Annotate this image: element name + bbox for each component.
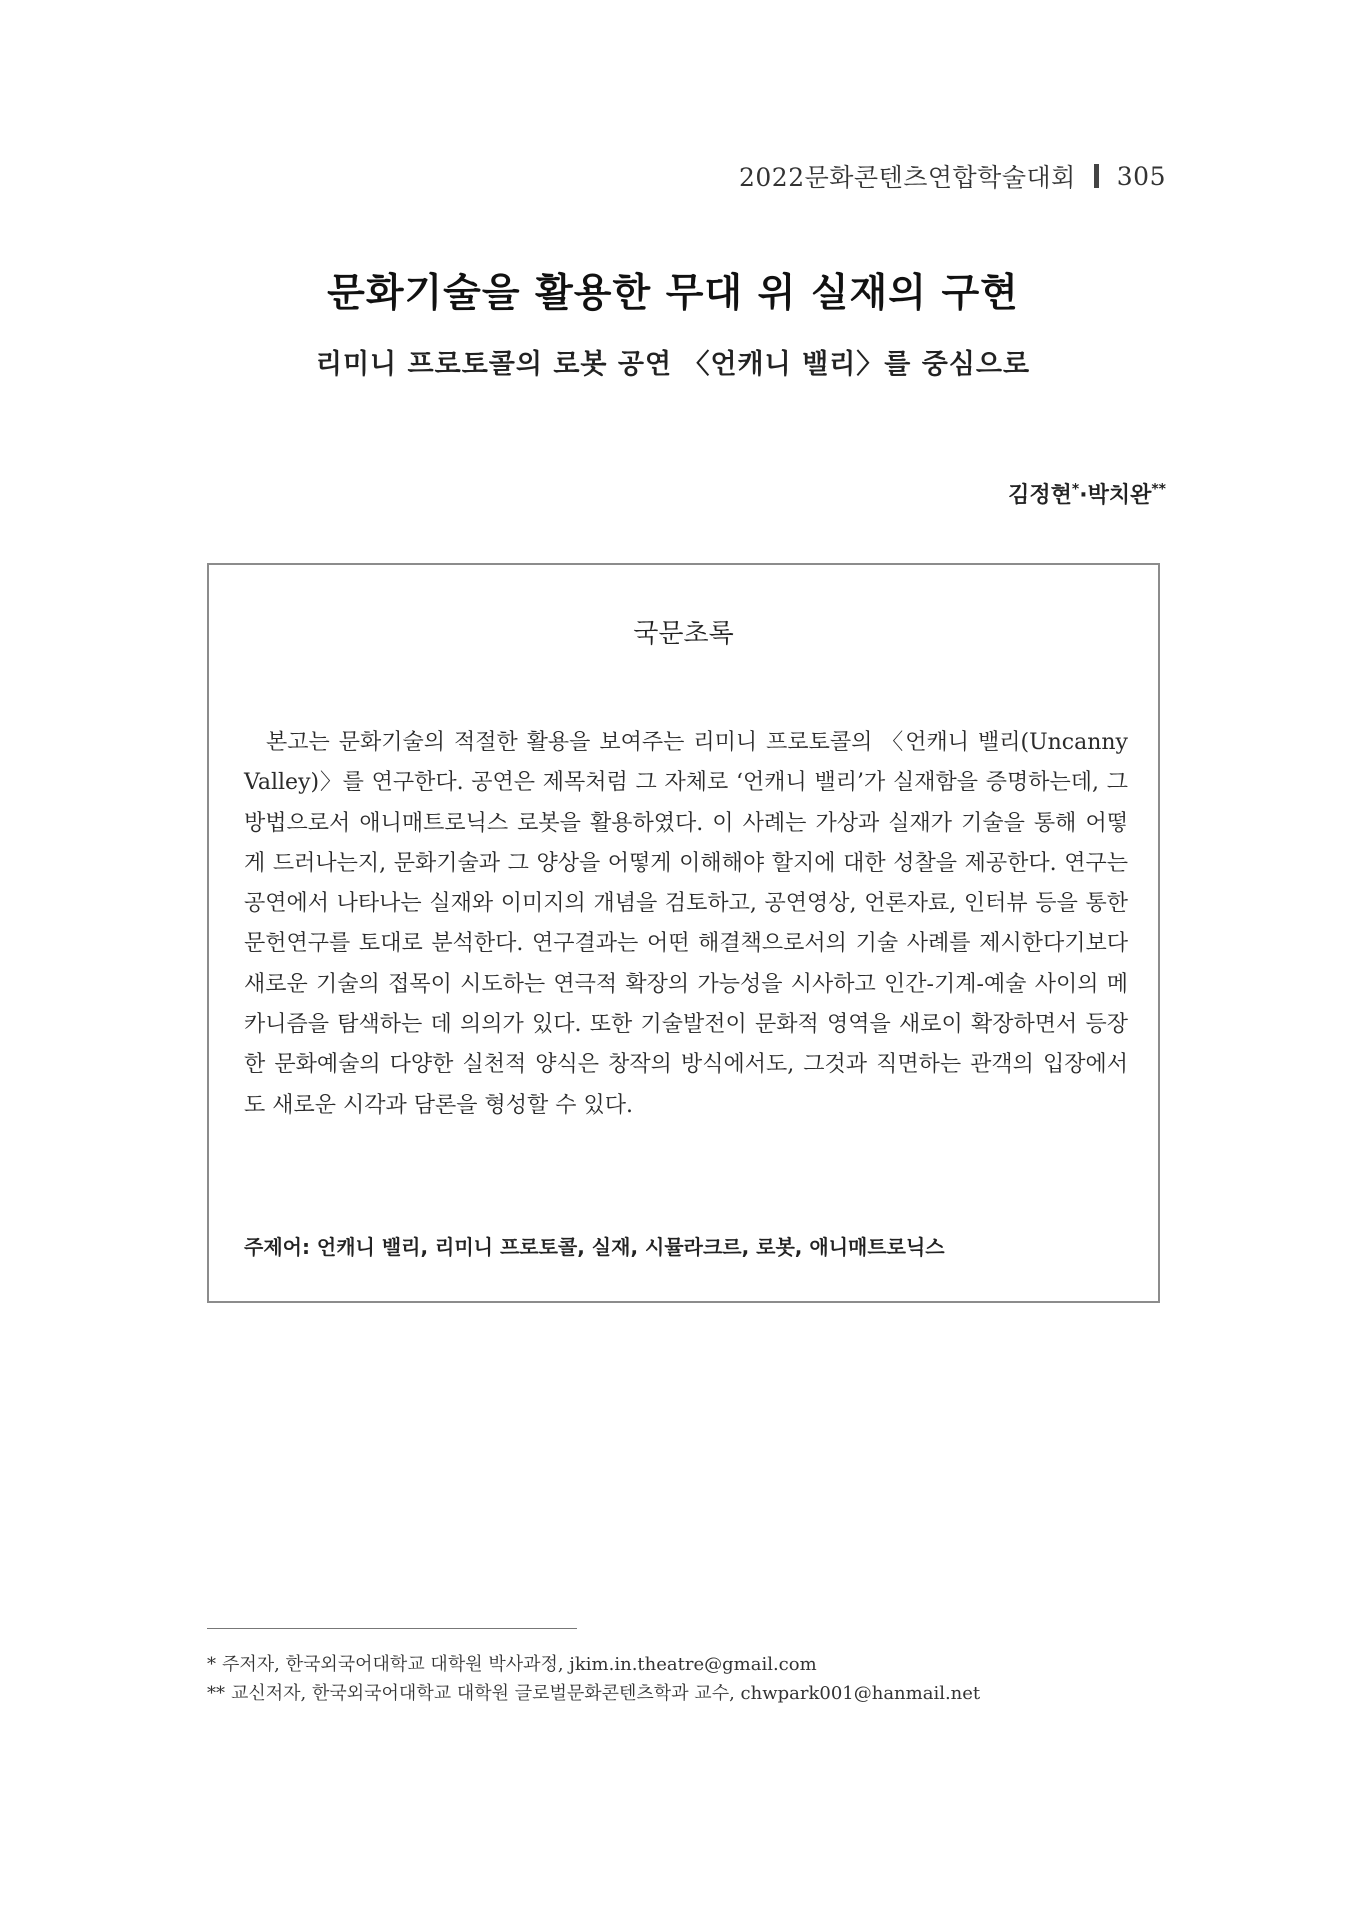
footnote-mark: * (207, 1654, 216, 1675)
author-second: 박치완 (1087, 483, 1152, 508)
footnote-text: 교신저자, 한국외국어대학교 대학원 글로벌문화콘텐츠학과 교수, chwpark001@hanmail.net (231, 1683, 981, 1704)
running-header (739, 158, 1166, 194)
abstract-box (207, 563, 1160, 1303)
paper-title: 문화기술을 활용한 무대 위 실재의 구현 (327, 271, 1019, 316)
footnote-text: 주저자, 한국외국어대학교 대학원 박사과정, jkim.in.theatre@gmail.com (222, 1654, 817, 1675)
abstract-heading: 국문초록 (633, 619, 734, 649)
author-second-mark: ** (1151, 481, 1166, 498)
paper-subtitle: 리미니 프로토콜의 로봇 공연 〈언캐니 밸리〉를 중심으로 (315, 349, 1031, 380)
footnote-divider (207, 1628, 577, 1629)
footnote-item (207, 1679, 1167, 1708)
header-separator (1094, 164, 1099, 188)
footnote-item (207, 1650, 1167, 1679)
author-separator: · (1079, 483, 1088, 508)
footnote-mark: ** (207, 1683, 225, 1704)
author-first-mark: * (1071, 481, 1080, 498)
author-line (1008, 478, 1166, 509)
running-title: 2022문화콘텐츠연합학술대회 (739, 163, 1076, 192)
abstract-body: 본고는 문화기술의 적절한 활용을 보여주는 리미니 프로토콜의 〈언캐니 밸리(Uncanny Valley)〉를 연구한다. 공연은 제목처럼 그 자체로 ‘언캐니 밸리’가 실재함을 증명하는데, 그 방법으로서 애니매트로닉스 로봇을 활용하였다. 이 사례는 가상과 실재가 기술을 통해 어떻게 드러나는지, 문화기술과 그 양상을 어떻게 이해해야 할지에 대한 성찰을 제공한다. 연구는 공연에서 나타나는 실재와 이미지의 개념을 검토하고, 공연영상, 언론자료, 인터뷰 등을 통한 문헌연구를 토대로 분석한다. 연구결과는 어떤 해결책으로서의 기술 사례를 제시한다기보다 새로운 기술의 접목이 시도하는 연극적 확장의 가능성을 시사하고 인간-기계-예술 사이의 메카니즘을 탐색하는 데 의의가 있다. 또한 기술발전이 문화적 영역을 새로이 확장하면서 등장한 문화예술의 다양한 실천적 양식은 창작의 방식에서도, 그것과 직면하는 관객의 입장에서도 새로운 시각과 담론을 형성할 수 있다. (244, 730, 1128, 1118)
keywords: 주제어: 언캐니 밸리, 리미니 프로토콜, 실재, 시뮬라크르, 로봇, 애니매트로닉스 (244, 1235, 945, 1259)
author-first: 김정현 (1008, 483, 1072, 508)
page-number: 305 (1116, 161, 1166, 191)
footnotes (207, 1650, 1167, 1708)
